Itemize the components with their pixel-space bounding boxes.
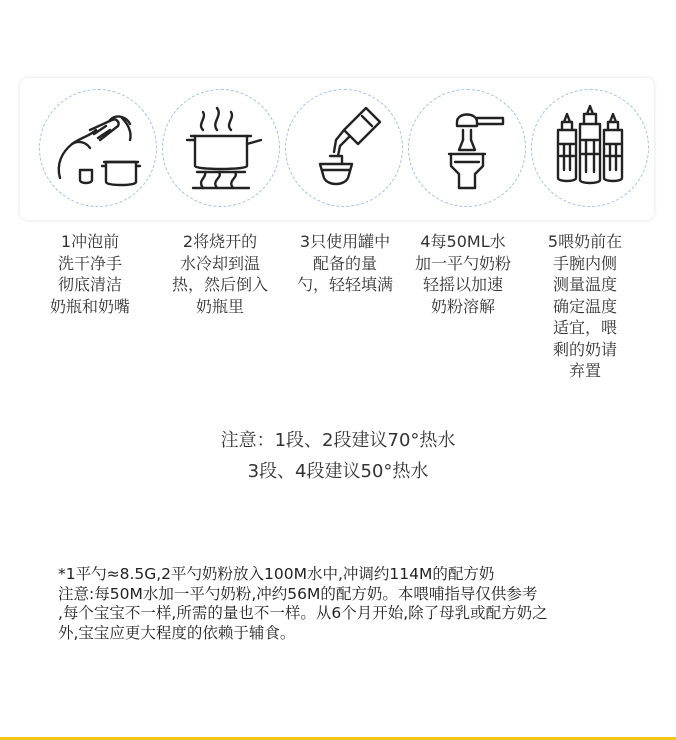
step-1-text: 1冲泡前 洗干净手 彻底清洁 奶瓶和奶嘴 [49, 232, 130, 316]
step-2-text: 2将烧开的 水冷却到温 热，然后倒入 奶瓶里 [171, 232, 268, 316]
step-2-circle [162, 89, 280, 207]
step-5-circle [531, 89, 649, 207]
step-3-circle [285, 89, 403, 207]
step-1-circle [39, 89, 157, 207]
scoop-powder-icon [296, 100, 392, 196]
boiling-pot-icon [173, 100, 269, 196]
step-3-text: 3只使用罐中 配备的量 勺，轻轻填满 [296, 232, 393, 294]
footer-line: 外,宝宝应更大程度的依赖于辅食。 [58, 623, 296, 642]
three-bottles-icon [542, 100, 638, 196]
hands-washing-bottle-icon [50, 100, 146, 196]
footer-line: 注意:每50M水加一平勺奶粉,冲约56M的配方奶。本喂哺指导仅供参考 [58, 584, 538, 603]
notice-line-1: 注意：1段、2段建议70°热水 [220, 430, 456, 451]
steps-card [20, 78, 654, 220]
footer-line: ,每个宝宝不一样,所需的量也不一样。从6个月开始,除了母乳或配方奶之 [58, 604, 548, 622]
step-4-text: 4每50ML水 加一平勺奶粉 轻摇以加速 奶粉溶解 [414, 232, 511, 316]
notice-line-2: 3段、4段建议50°热水 [247, 461, 429, 482]
step-4-circle [408, 89, 526, 207]
footer-line: *1平勺≈8.5G,2平勺奶粉放入100M水中,冲调约114M的配方奶 [58, 565, 495, 583]
footer-note [58, 565, 658, 643]
add-powder-to-bottle-icon [419, 100, 515, 196]
step-5-text: 5喂奶前在 手腕内侧 测量温度 确定温度 适宜，喂 剩的奶请 弃置 [547, 232, 623, 380]
